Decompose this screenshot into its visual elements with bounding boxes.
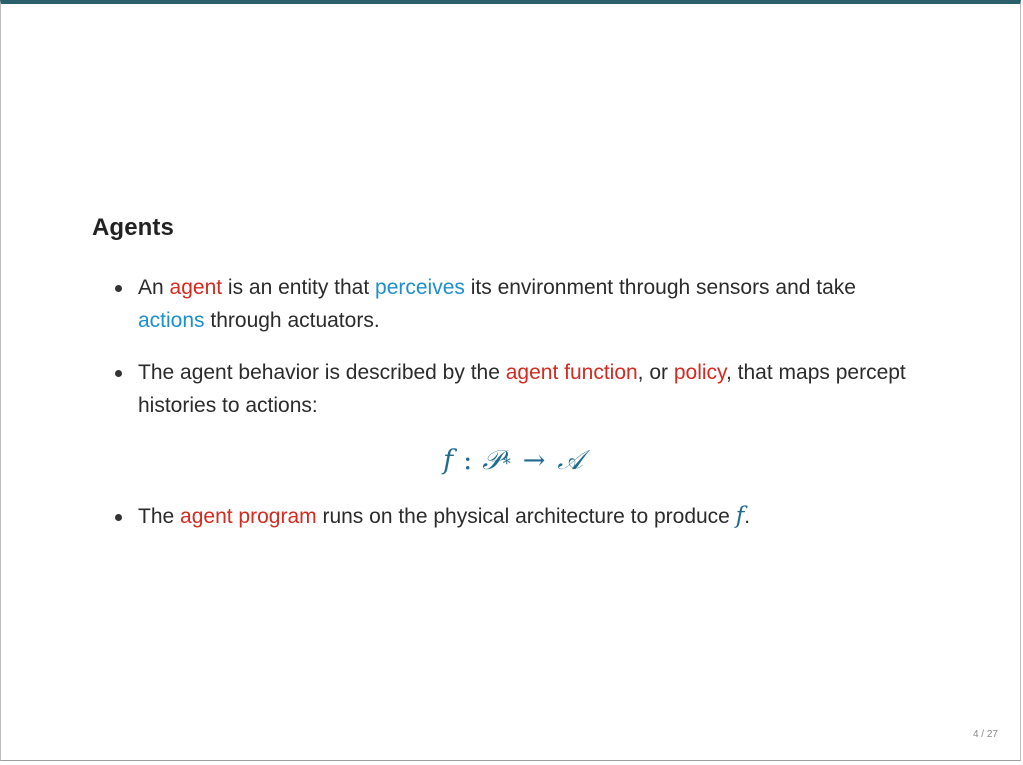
math-function-symbol: f bbox=[735, 503, 745, 529]
term-actions: actions bbox=[138, 309, 205, 332]
bullet-text-segment: through actuators. bbox=[204, 309, 380, 332]
bullet-text-segment: An bbox=[138, 276, 170, 299]
bullet-text-segment: The agent behavior is described by the bbox=[138, 361, 506, 384]
term-policy: policy bbox=[673, 361, 726, 384]
bullet-agent-program bbox=[113, 500, 913, 533]
bullet-text-segment: runs on the physical architecture to produce bbox=[316, 505, 736, 528]
equation-arrow: → bbox=[522, 445, 546, 476]
term-agent-program: agent program bbox=[180, 505, 317, 528]
equation-function-symbol: f bbox=[443, 445, 454, 476]
equation-codomain-symbol: 𝒜 bbox=[557, 445, 583, 476]
bullet-agent-definition bbox=[113, 271, 913, 337]
page-number: 4 / 27 bbox=[972, 729, 998, 740]
bullet-marker bbox=[115, 514, 122, 521]
bullet-agent-function bbox=[113, 356, 913, 481]
sentence-end: . bbox=[744, 505, 751, 528]
equation-kleene-star: * bbox=[502, 454, 511, 473]
term-agent-function: agent function bbox=[505, 361, 638, 384]
bullet-text-segment: is an entity that bbox=[222, 276, 376, 299]
slide-title: Agents bbox=[92, 214, 174, 241]
term-perceives: perceives bbox=[375, 276, 465, 299]
bullet-marker bbox=[115, 370, 122, 377]
policy-equation bbox=[113, 444, 913, 481]
bullet-text-segment: , or bbox=[637, 361, 674, 384]
equation-domain-symbol: 𝒫 bbox=[482, 445, 502, 476]
bullet-marker bbox=[115, 285, 122, 292]
bullet-text-segment: , that maps percept histories to actions: bbox=[138, 361, 906, 417]
bullet-text-segment: The bbox=[138, 505, 181, 528]
bullet-list bbox=[113, 271, 913, 533]
equation-colon: : bbox=[463, 445, 473, 476]
term-agent: agent bbox=[169, 276, 223, 299]
bullet-text-segment: its environment through sensors and take bbox=[464, 276, 856, 299]
